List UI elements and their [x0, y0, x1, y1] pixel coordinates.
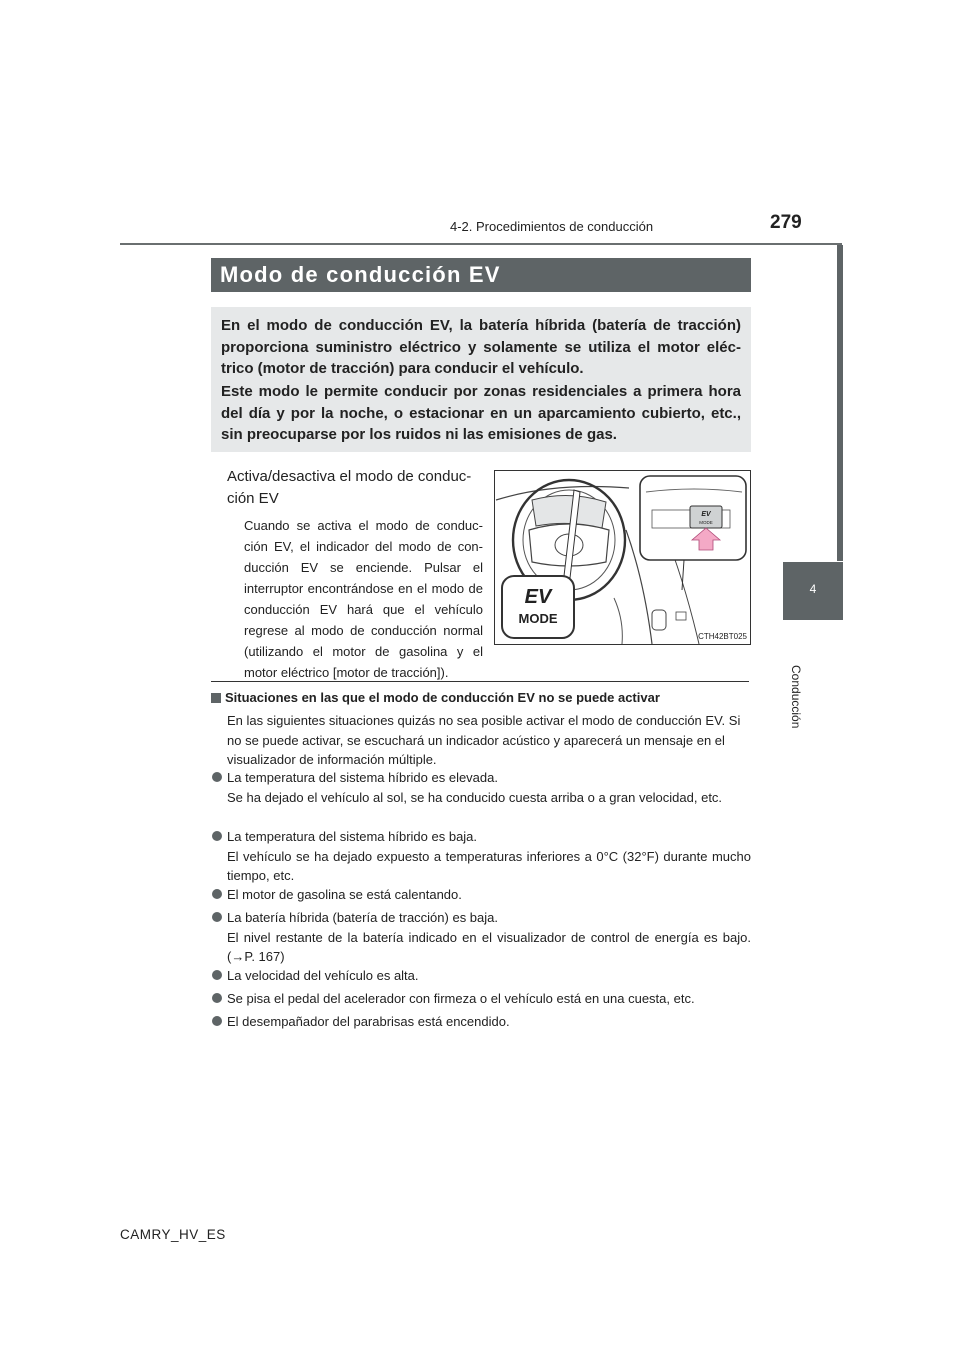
bullet-icon — [212, 831, 222, 841]
list-item-detail: El nivel restante de la batería indicado en el visualizador de control de energía es bajo. (→P. 167) — [227, 929, 751, 964]
intro-paragraph-1: En el modo de conducción EV, la batería híbrida (batería de tracción) proporciona suministro eléctrico y solamente se utiliza el motor eléc-trico (motor de tracción) para conducir el vehículo. — [221, 317, 741, 377]
square-bullet-icon — [211, 693, 221, 703]
list-item-text: La temperatura del sistema híbrido es elevada. — [227, 770, 498, 785]
section-intro: En las siguientes situaciones quizás no sea posible activar el modo de conducción EV. Si no se puede activar, se escuchará un indicador acústico y aparecerá un mensaje en el visualizador de información múltiple. — [227, 713, 741, 767]
activate-description: Cuando se activa el modo de conduc-ción EV, el indicador del modo de con-ducción EV se enciende. Pulsar el interruptor encontrándose en el modo de conducción EV hará que el vehículo regrese al modo de conducción normal (utilizando el motor de gasolina y el motor eléctrico [motor de tracción]). — [244, 518, 483, 680]
header-divider — [120, 243, 842, 245]
intro-box — [211, 307, 751, 452]
small-mode-label: MODE — [699, 520, 713, 525]
page-number: 279 — [770, 212, 802, 233]
large-mode-label: MODE — [518, 611, 558, 626]
bullet-icon — [212, 970, 222, 980]
section-divider — [211, 681, 749, 682]
section-heading-text: Situaciones en las que el modo de conducción EV no se puede activar — [225, 690, 660, 705]
chapter-number: 4 — [809, 582, 817, 596]
figure-code: CTH42BT025 — [698, 632, 747, 641]
page-title: Modo de conducción EV — [220, 262, 501, 287]
large-ev-label: EV — [524, 586, 552, 608]
bullet-icon — [212, 1016, 222, 1026]
list-item-text: El motor de gasolina se está calentando. — [227, 887, 462, 902]
chapter-label: Conducción — [789, 665, 803, 729]
list-item-text: La batería híbrida (batería de tracción) es baja. — [227, 910, 498, 925]
bullet-icon — [212, 772, 222, 782]
list-item — [212, 989, 751, 1009]
header-section-title: 4-2. Procedimientos de conducción — [450, 219, 654, 234]
list-item-text: La temperatura del sistema híbrido es baja. — [227, 829, 478, 844]
list-item-text: Se pisa el pedal del acelerador con firmeza o el vehículo está en una cuesta, etc. — [227, 991, 695, 1006]
list-item — [212, 885, 751, 905]
footer-model-code: CAMRY_HV_ES — [120, 1227, 226, 1242]
bullet-icon — [212, 912, 222, 922]
side-divider — [837, 245, 843, 561]
intro-paragraph-2: Este modo le permite conducir por zonas residenciales a primera hora del día y por la noche, o estacionar en un aparcamiento cubierto, etc., sin preocuparse por los ruidos ni las emisiones de gas. — [221, 383, 741, 443]
small-ev-label: EV — [701, 511, 711, 518]
ev-mode-illustration — [494, 470, 751, 645]
list-item — [212, 1012, 751, 1032]
list-item-detail: El vehículo se ha dejado expuesto a temperaturas inferiores a 0°C (32°F) durante mucho tiempo, etc. — [227, 848, 751, 883]
activate-label: Activa/desactiva el modo de conduc-ción EV — [227, 468, 472, 507]
list-item-detail: Se ha dejado el vehículo al sol, se ha conducido cuesta arriba o a gran velocidad, etc. — [227, 789, 723, 805]
bullet-icon — [212, 993, 222, 1003]
list-item-text: El desempañador del parabrisas está encendido. — [227, 1014, 510, 1029]
chapter-tab — [783, 562, 843, 620]
bullet-icon — [212, 889, 222, 899]
list-item — [212, 827, 751, 886]
list-item-text: La velocidad del vehículo es alta. — [227, 968, 419, 983]
page-title-bar — [211, 258, 751, 292]
list-item — [212, 768, 751, 807]
list-item — [212, 966, 751, 986]
list-item — [212, 908, 751, 967]
section-heading — [211, 690, 660, 705]
